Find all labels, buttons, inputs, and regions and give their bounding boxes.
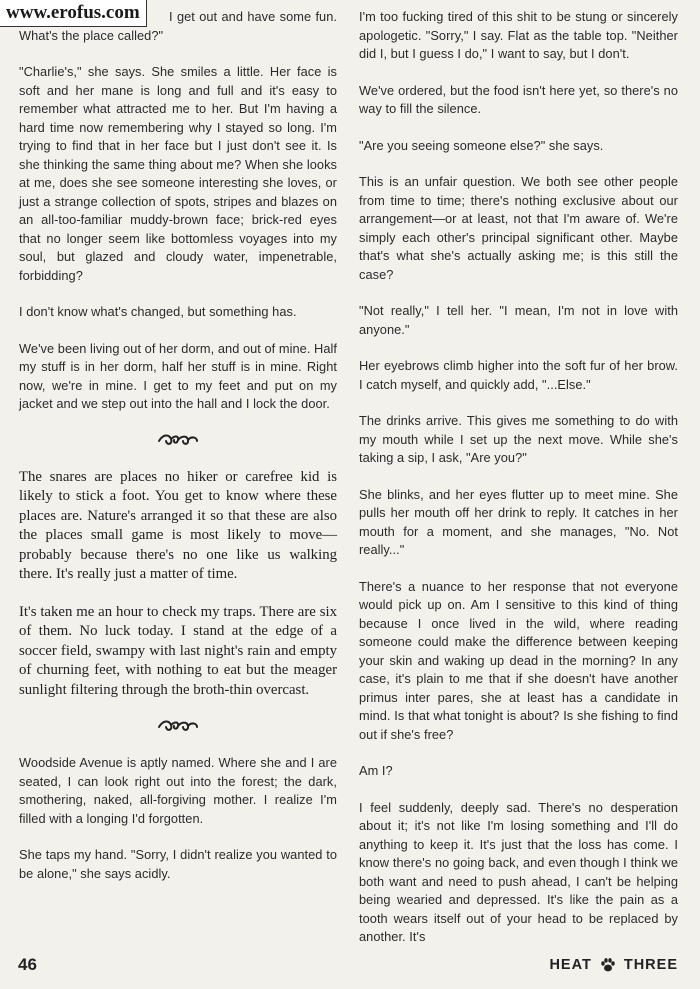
paw-print-icon (600, 957, 616, 973)
magazine-title (549, 957, 678, 973)
paragraph: The snares are places no hiker or carefree kid is likely to stick a foot. You get to know where these places are. Nature's arranged it so that these are also the places small game is most likely to move—probably because there's no one like us walking there. It's really just a matter of time. (19, 468, 337, 582)
paragraph: There's a nuance to her response that not everyone would pick up on. Am I sensitive to this kind of thing because I once lived in the wild, where reading someone could make the difference between keeping your skin and waking up dead in the morning? In any case, it's plain to me that if she doesn't have another primus inter pares, she at least has a candidate in mind. Is that what tonight is about? Is she fishing to find out if she's free? (359, 578, 678, 742)
paragraph: "Not really," I tell her. "I mean, I'm not in love with anyone." (359, 303, 678, 337)
paragraph: I don't know what's changed, but something has. (19, 304, 297, 319)
paragraph: She taps my hand. "Sorry, I didn't realize you wanted to be alone," she says acidly. (19, 847, 337, 881)
paragraph: Her eyebrows climb higher into the soft fur of her brow. I catch myself, and quickly add, "...Else." (359, 358, 678, 392)
left-column (19, 8, 337, 929)
paragraph: "Are you seeing someone else?" she says. (359, 137, 604, 153)
magazine-title-word: HEAT (549, 957, 592, 973)
site-watermark: www.erofus.com (0, 0, 147, 27)
paragraph: I'm too fucking tired of this shit to be stung or sincerely apologetic. "Sorry," I say. Flat as the table top. "Neither did I, but I guess I do," I want to say, but I don't. (359, 9, 678, 61)
paragraph: I feel suddenly, deeply sad. There's no desperation about it; it's not like I'm losing something and I'll do anything to keep it. It's just that the loss has come. I know there's no going back, and even though I think we both want and need to push ahead, I can't be helping being wearied and depressed. It's like the pain as a tooth wears itself out of your head to be replaced by another. It's (359, 799, 678, 944)
paragraph: I get out and have some fun. What's the place called?" (19, 9, 337, 43)
paragraph: The drinks arrive. This gives me something to do with my mouth while I set up the next move. While she's taking a sip, I ask, "Are you?" (359, 413, 678, 465)
paragraph: She blinks, and her eyes flutter up to meet mine. She pulls her mouth off her drink to reply. It catches in her mouth for a moment, and she manages, "No. Not really..." (359, 486, 678, 557)
paragraph: Am I? (359, 763, 393, 778)
section-divider-ornament-icon (19, 718, 337, 738)
paragraph: We've been living out of her dorm, and out of mine. Half my stuff is in her dorm, half her stuff is in mine. Right now, we're in mine. I get to my feet and put on my jacket and we step out into the hall and I lock the door. (19, 340, 337, 411)
paragraph: "Charlie's," she says. She smiles a little. Her face is soft and her mane is long and full and it's easy to remember what attracted me to her. But I'm having a hard time now remembering why I stayed so long. I'm trying to find that in her face but I just don't see it. Is she thinking the same thing about me? When she looks at me, does she see someone interesting she loves, or just a strange collection of spots, stripes and blazes on an all-too-familiar muddy-brown face; brick-red eyes that no longer seem like bottomless voyages into my soul, but glazed and cloudy water, impenetrable, forbidding? (19, 64, 337, 283)
right-column (359, 8, 678, 944)
magazine-title-word: THREE (623, 957, 678, 973)
paragraph: Woodside Avenue is aptly named. Where she and I are seated, I can look right out into the forest; the dark, smothering, naked, all-forgiving mother. I realize I'm filled with a longing I'd forgotten. (19, 755, 337, 826)
section-divider-ornament-icon (19, 432, 337, 452)
paragraph: It's taken me an hour to check my traps. There are six of them. No luck today. I stand at the edge of a soccer field, swampy with last night's rain and empty of churning feet, with nothing to eat but the meager sunlight filtering through the broth-thin overcast. (19, 603, 337, 698)
paragraph: We've ordered, but the food isn't here yet, so there's no way to fill the silence. (359, 82, 678, 116)
page-number: 46 (18, 955, 37, 974)
paragraph: This is an unfair question. We both see other people from time to time; there's nothing exclusive about our arrangement—or at least, not that I'm aware of. We're simply each other's principal significant other. Maybe that's what she's actually asking me; is this still the case? (359, 174, 678, 282)
